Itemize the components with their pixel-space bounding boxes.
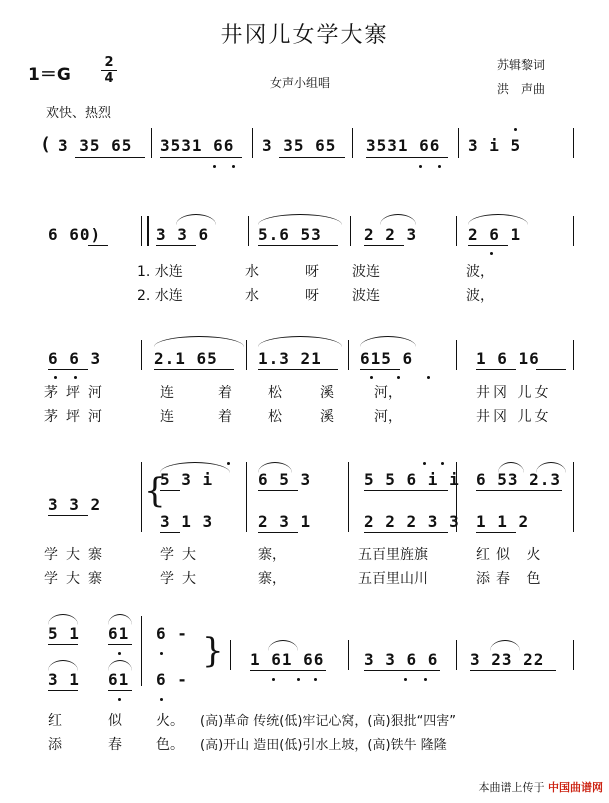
low-octave-dot xyxy=(213,165,216,168)
lyric: 学大寨 xyxy=(44,571,110,587)
beam-underline xyxy=(279,157,345,158)
beam-underline xyxy=(364,670,440,671)
slur xyxy=(360,336,416,347)
barline xyxy=(456,216,457,246)
beam-underline xyxy=(160,532,180,533)
lyric: 着 xyxy=(218,409,232,425)
high-octave-dot xyxy=(441,462,444,465)
lyric: 茅坪河 xyxy=(44,409,110,425)
beam-underline xyxy=(468,245,508,246)
beam-underline xyxy=(364,532,448,533)
low-octave-dot xyxy=(160,652,163,655)
low-octave-dot xyxy=(370,376,373,379)
lyric: 松 xyxy=(268,409,282,425)
barline xyxy=(456,462,457,532)
beam-underline xyxy=(48,644,78,645)
upper-measure-1: 6 - xyxy=(156,624,188,643)
beam-underline xyxy=(536,369,566,370)
barline xyxy=(573,128,574,158)
barline xyxy=(348,462,349,532)
measure-1: 1 61 66 xyxy=(250,650,325,669)
beam-underline xyxy=(160,157,242,158)
beam-underline xyxy=(258,532,298,533)
beam-underline xyxy=(154,369,234,370)
beam-underline xyxy=(160,490,180,491)
beam-underline xyxy=(108,644,132,645)
lyric: 波连 xyxy=(352,264,380,280)
lower-measure-1: 3 1 3 xyxy=(160,512,214,531)
low-octave-dot xyxy=(160,698,163,701)
measure-0: 6 60) xyxy=(48,225,102,244)
lyric: 色。 xyxy=(156,737,184,753)
key-signature: 1＝G xyxy=(28,65,71,85)
measure-1: 3 35 65 xyxy=(58,136,133,155)
upper-measure-4: 6 53 2.3 xyxy=(476,470,562,489)
lyric: 红似 火 xyxy=(476,547,547,563)
measure-0: 6 6 3 xyxy=(48,349,102,368)
lyric: 1. 水连 xyxy=(137,264,183,280)
measure-1: 3 3 6 xyxy=(156,225,210,244)
barline xyxy=(352,128,353,158)
lyric: 呀 xyxy=(305,264,319,280)
lyric: (高)开山 造田(低)引水上坡，(高)铁牛 隆隆 xyxy=(200,738,447,753)
time-signature-bottom: 4 xyxy=(104,71,114,86)
barline xyxy=(456,340,457,370)
beam-underline xyxy=(476,532,516,533)
measure-2: 3 3 6 6 xyxy=(364,650,439,669)
upload-credit xyxy=(479,779,604,795)
beam-underline xyxy=(108,690,132,691)
lyric: 井冈 儿女 xyxy=(476,409,552,425)
site-logo[interactable]: 中国曲谱网 xyxy=(548,781,603,794)
barline xyxy=(141,340,142,370)
slur xyxy=(268,640,298,651)
lyric: 水 xyxy=(245,288,259,304)
lower-measure-0b: 61 xyxy=(108,670,130,689)
beam-underline xyxy=(470,670,556,671)
slur xyxy=(490,640,520,651)
lyric: 连 xyxy=(160,385,174,401)
upper-measure-1: 5 3 i xyxy=(160,470,214,489)
upper-measure-3: 5 5 6 i i xyxy=(364,470,460,489)
barline xyxy=(348,640,349,670)
slur xyxy=(48,660,78,671)
barline xyxy=(246,340,247,370)
lyric: 添春 色 xyxy=(476,571,547,587)
barline xyxy=(458,128,459,158)
slur xyxy=(154,336,244,347)
measure-3: 615 6 xyxy=(360,349,414,368)
upper-measure-2: 6 5 3 xyxy=(258,470,312,489)
barline xyxy=(573,340,574,370)
low-octave-dot xyxy=(397,376,400,379)
lyric: 溪 xyxy=(320,385,334,401)
high-octave-dot xyxy=(514,128,517,131)
beam-underline xyxy=(258,369,338,370)
lyric: 2. 水连 xyxy=(137,288,183,304)
measure-3: 3 35 65 xyxy=(262,136,337,155)
upper-measure-0b: 61 xyxy=(108,624,130,643)
lyric: (高)革命 传统(低)牢记心窝，(高)狠批“四害” xyxy=(200,714,457,729)
time-signature xyxy=(101,56,117,85)
low-octave-dot xyxy=(404,678,407,681)
lower-measure-0: 3 1 xyxy=(48,670,80,689)
repeat-barline xyxy=(141,216,149,246)
low-octave-dot xyxy=(232,165,235,168)
measure-2: 1.3 21 xyxy=(258,349,322,368)
measure-4: 2 6 1 xyxy=(468,225,522,244)
voice-brace: { xyxy=(144,471,166,511)
lyric: 五百里山川 xyxy=(358,571,428,587)
lyric: 添 xyxy=(48,737,62,753)
beam-underline xyxy=(75,157,145,158)
barline xyxy=(230,640,231,670)
lyricist-credit: 苏辑黎词 xyxy=(497,58,546,72)
beam-underline xyxy=(88,245,108,246)
measure-4: 3531 66 xyxy=(366,136,441,155)
lyric: 溪 xyxy=(320,409,334,425)
barline xyxy=(248,216,249,246)
tempo-marking: 欢快、热烈 xyxy=(46,106,112,121)
slur xyxy=(48,614,78,625)
slur xyxy=(536,462,566,473)
low-octave-dot xyxy=(314,678,317,681)
slur xyxy=(468,214,528,225)
beam-underline xyxy=(364,245,404,246)
measure-2: 3531 66 xyxy=(160,136,235,155)
low-octave-dot xyxy=(490,252,493,255)
low-octave-dot xyxy=(118,698,121,701)
lyric: 寨， xyxy=(258,547,286,563)
high-octave-dot xyxy=(423,462,426,465)
upper-measure-0: 5 1 xyxy=(48,624,80,643)
slur xyxy=(176,214,216,225)
barline xyxy=(246,462,247,532)
lyric: 连 xyxy=(160,409,174,425)
low-octave-dot xyxy=(74,376,77,379)
barline xyxy=(348,340,349,370)
beam-underline xyxy=(250,670,326,671)
lyric: 河， xyxy=(374,409,402,425)
lyric: 寨， xyxy=(258,571,286,587)
slur xyxy=(160,462,230,473)
low-octave-dot xyxy=(297,678,300,681)
barline xyxy=(573,640,574,670)
measure-2: 5.6 53 xyxy=(258,225,322,244)
beam-underline xyxy=(48,369,88,370)
low-octave-dot xyxy=(427,376,430,379)
time-signature-top: 2 xyxy=(104,55,114,70)
barline xyxy=(573,216,574,246)
beam-underline xyxy=(48,690,78,691)
low-octave-dot xyxy=(118,652,121,655)
measure-5: 3 i 5 xyxy=(468,136,522,155)
lyric: 似 xyxy=(108,713,122,729)
measure-4: 1 6 16 xyxy=(476,349,540,368)
beam-underline xyxy=(360,369,400,370)
measure-0: 3 3 2 xyxy=(48,495,102,514)
low-octave-dot xyxy=(438,165,441,168)
beam-underline xyxy=(48,515,88,516)
lower-measure-1: 6 - xyxy=(156,670,188,689)
lower-measure-3: 2 2 2 3 3 xyxy=(364,512,460,531)
barline xyxy=(141,616,142,686)
lyric: 学大 xyxy=(160,547,204,563)
lyric: 学大 xyxy=(160,571,204,587)
lower-measure-2: 2 3 1 xyxy=(258,512,312,531)
low-octave-dot xyxy=(424,678,427,681)
composer-credit: 洪 声曲 xyxy=(497,82,546,96)
lyric: 呀 xyxy=(305,288,319,304)
barline xyxy=(573,462,574,532)
low-octave-dot xyxy=(419,165,422,168)
low-octave-dot xyxy=(272,678,275,681)
upload-credit-text: 本曲谱上传于 xyxy=(478,781,545,794)
barline xyxy=(350,216,351,246)
measure-3: 3 23 22 xyxy=(470,650,545,669)
lyric: 红 xyxy=(48,713,62,729)
barline xyxy=(141,462,142,532)
slur xyxy=(258,336,342,347)
lyric: 波， xyxy=(466,264,494,280)
lyric: 春 xyxy=(108,737,122,753)
lyric: 学大寨 xyxy=(44,547,110,563)
slur xyxy=(258,214,342,225)
voice-brace: } xyxy=(202,631,224,671)
beam-underline xyxy=(476,490,562,491)
beam-underline xyxy=(258,245,338,246)
barline xyxy=(456,640,457,670)
beam-underline xyxy=(366,157,448,158)
repeat-paren-open: ( xyxy=(40,134,52,155)
lyric: 波， xyxy=(466,288,494,304)
beam-underline xyxy=(476,369,516,370)
lyric: 着 xyxy=(218,385,232,401)
lyric: 茅坪河 xyxy=(44,385,110,401)
lyric: 五百里旌旗 xyxy=(358,547,428,563)
lyric: 水 xyxy=(245,264,259,280)
slur xyxy=(498,462,524,473)
measure-3: 2 2 3 xyxy=(364,225,418,244)
low-octave-dot xyxy=(54,376,57,379)
slur xyxy=(108,660,132,671)
barline xyxy=(151,128,152,158)
lyric: 火。 xyxy=(156,713,184,729)
beam-underline xyxy=(364,490,448,491)
high-octave-dot xyxy=(227,462,230,465)
score-title: 井冈儿女学大寨 xyxy=(220,23,389,48)
ensemble-label: 女声小组唱 xyxy=(270,76,331,90)
slur xyxy=(258,462,292,473)
beam-underline xyxy=(258,490,298,491)
lyric: 井冈 儿女 xyxy=(476,385,552,401)
lower-measure-4: 1 1 2 xyxy=(476,512,530,531)
barline xyxy=(252,128,253,158)
measure-1: 2.1 65 xyxy=(154,349,218,368)
lyric: 河， xyxy=(374,385,402,401)
slur xyxy=(108,614,132,625)
lyric: 波连 xyxy=(352,288,380,304)
beam-underline xyxy=(156,245,196,246)
lyric: 松 xyxy=(268,385,282,401)
slur xyxy=(380,214,416,225)
